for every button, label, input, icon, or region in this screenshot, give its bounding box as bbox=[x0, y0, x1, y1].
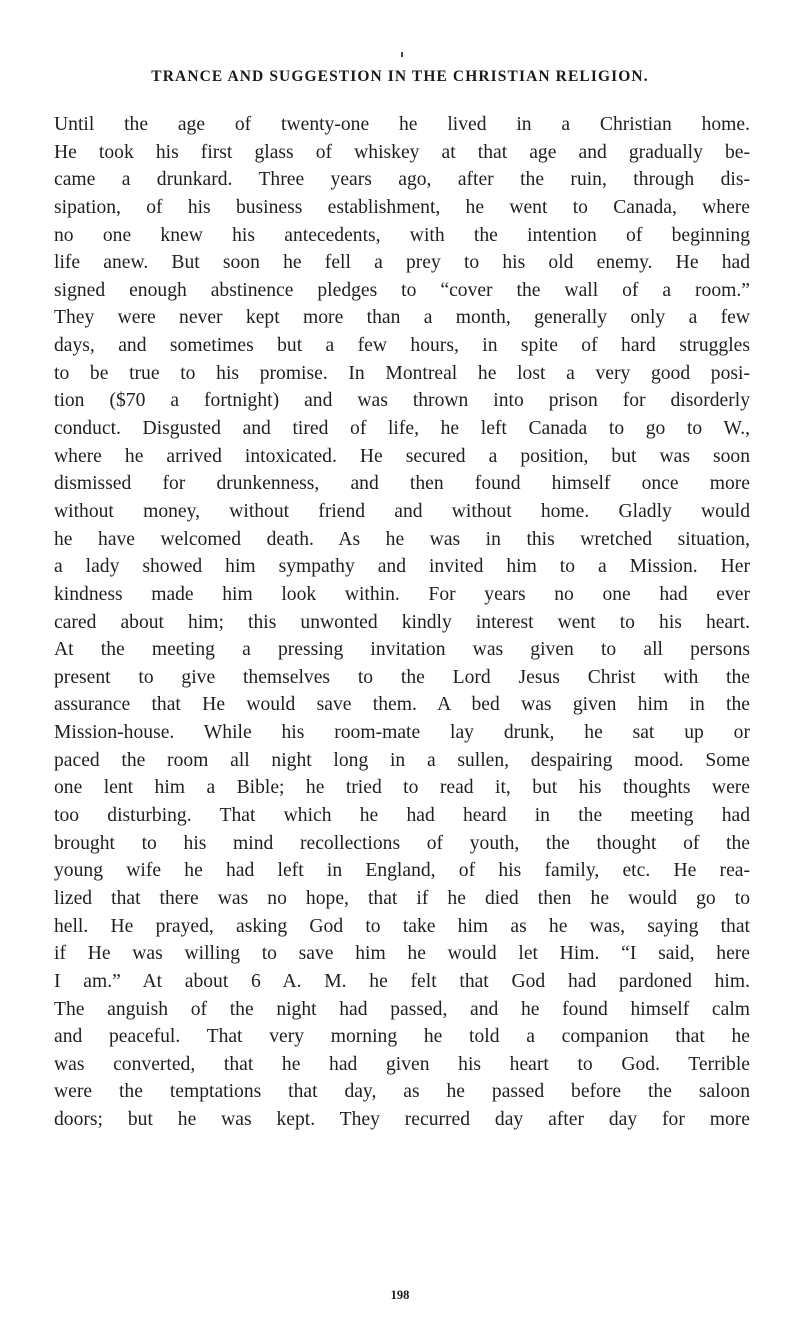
text-line: and peaceful. That very morning he told a companion that he bbox=[54, 1026, 750, 1048]
text-line: came a drunkard. Three years ago, after the ruin, through dis- bbox=[54, 169, 750, 191]
text-line: present to give themselves to the Lord Jesus Christ with the bbox=[54, 666, 750, 688]
body-text bbox=[54, 111, 750, 1134]
text-line: lized that there was no hope, that if he died then he would go to bbox=[54, 887, 750, 909]
running-head: TRANCE AND SUGGESTION IN THE CHRISTIAN RELIGION. bbox=[151, 68, 649, 85]
text-line: paced the room all night long in a sullen, despairing mood. Some bbox=[54, 749, 750, 771]
text-line: The anguish of the night had passed, and he found himself calm bbox=[54, 998, 750, 1020]
text-line: without money, without friend and without home. Gladly would bbox=[54, 500, 750, 522]
text-line: conduct. Disgusted and tired of life, he left Canada to go to W., bbox=[54, 418, 750, 440]
text-line: life anew. But soon he fell a prey to his old enemy. He had bbox=[54, 252, 750, 274]
text-line: Mission-house. While his room-mate lay drunk, he sat up or bbox=[54, 722, 750, 744]
text-line: were the temptations that day, as he passed before the saloon bbox=[54, 1081, 750, 1103]
text-line: dismissed for drunkenness, and then found himself once more bbox=[54, 473, 750, 495]
text-line: assurance that He would save them. A bed was given him in the bbox=[54, 694, 750, 716]
text-line: tion ($70 a fortnight) and was thrown into prison for disorderly bbox=[54, 390, 750, 412]
printer-mark bbox=[401, 52, 403, 57]
text-line: he have welcomed death. As he was in this wretched situation, bbox=[54, 528, 750, 550]
text-line: signed enough abstinence pledges to “cover the wall of a room.” bbox=[54, 279, 750, 301]
text-line: was converted, that he had given his heart to God. Terrible bbox=[54, 1053, 750, 1075]
text-line: doors; but he was kept. They recurred day after day for more bbox=[54, 1109, 750, 1131]
text-line: to be true to his promise. In Montreal he lost a very good posi- bbox=[54, 362, 750, 384]
text-line: sipation, of his business establishment, he went to Canada, where bbox=[54, 196, 750, 218]
text-line: one lent him a Bible; he tried to read it, but his thoughts were bbox=[54, 777, 750, 799]
text-line: no one knew his antecedents, with the intention of beginning bbox=[54, 224, 750, 246]
text-line: if He was willing to save him he would let Him. “I said, here bbox=[54, 943, 750, 965]
page-number: 198 bbox=[390, 1288, 410, 1302]
text-line: too disturbing. That which he had heard in the meeting had bbox=[54, 805, 750, 827]
text-line: They were never kept more than a month, generally only a few bbox=[54, 307, 750, 329]
text-line: days, and sometimes but a few hours, in spite of hard struggles bbox=[54, 335, 750, 357]
text-line: hell. He prayed, asking God to take him as he was, saying that bbox=[54, 915, 750, 937]
text-line: He took his first glass of whiskey at that age and gradually be- bbox=[54, 141, 750, 163]
text-line: brought to his mind recollections of youth, the thought of the bbox=[54, 832, 750, 854]
text-line: a lady showed him sympathy and invited him to a Mission. Her bbox=[54, 556, 750, 578]
text-line: kindness made him look within. For years no one had ever bbox=[54, 583, 750, 605]
text-line: I am.” At about 6 A. M. he felt that God had pardoned him. bbox=[54, 970, 750, 992]
text-line: young wife he had left in England, of his family, etc. He rea- bbox=[54, 860, 750, 882]
text-line: where he arrived intoxicated. He secured a position, but was soon bbox=[54, 445, 750, 467]
text-line: cared about him; this unwonted kindly interest went to his heart. bbox=[54, 611, 750, 633]
text-line: At the meeting a pressing invitation was given to all persons bbox=[54, 639, 750, 661]
text-line: Until the age of twenty-one he lived in a Christian home. bbox=[54, 114, 750, 135]
